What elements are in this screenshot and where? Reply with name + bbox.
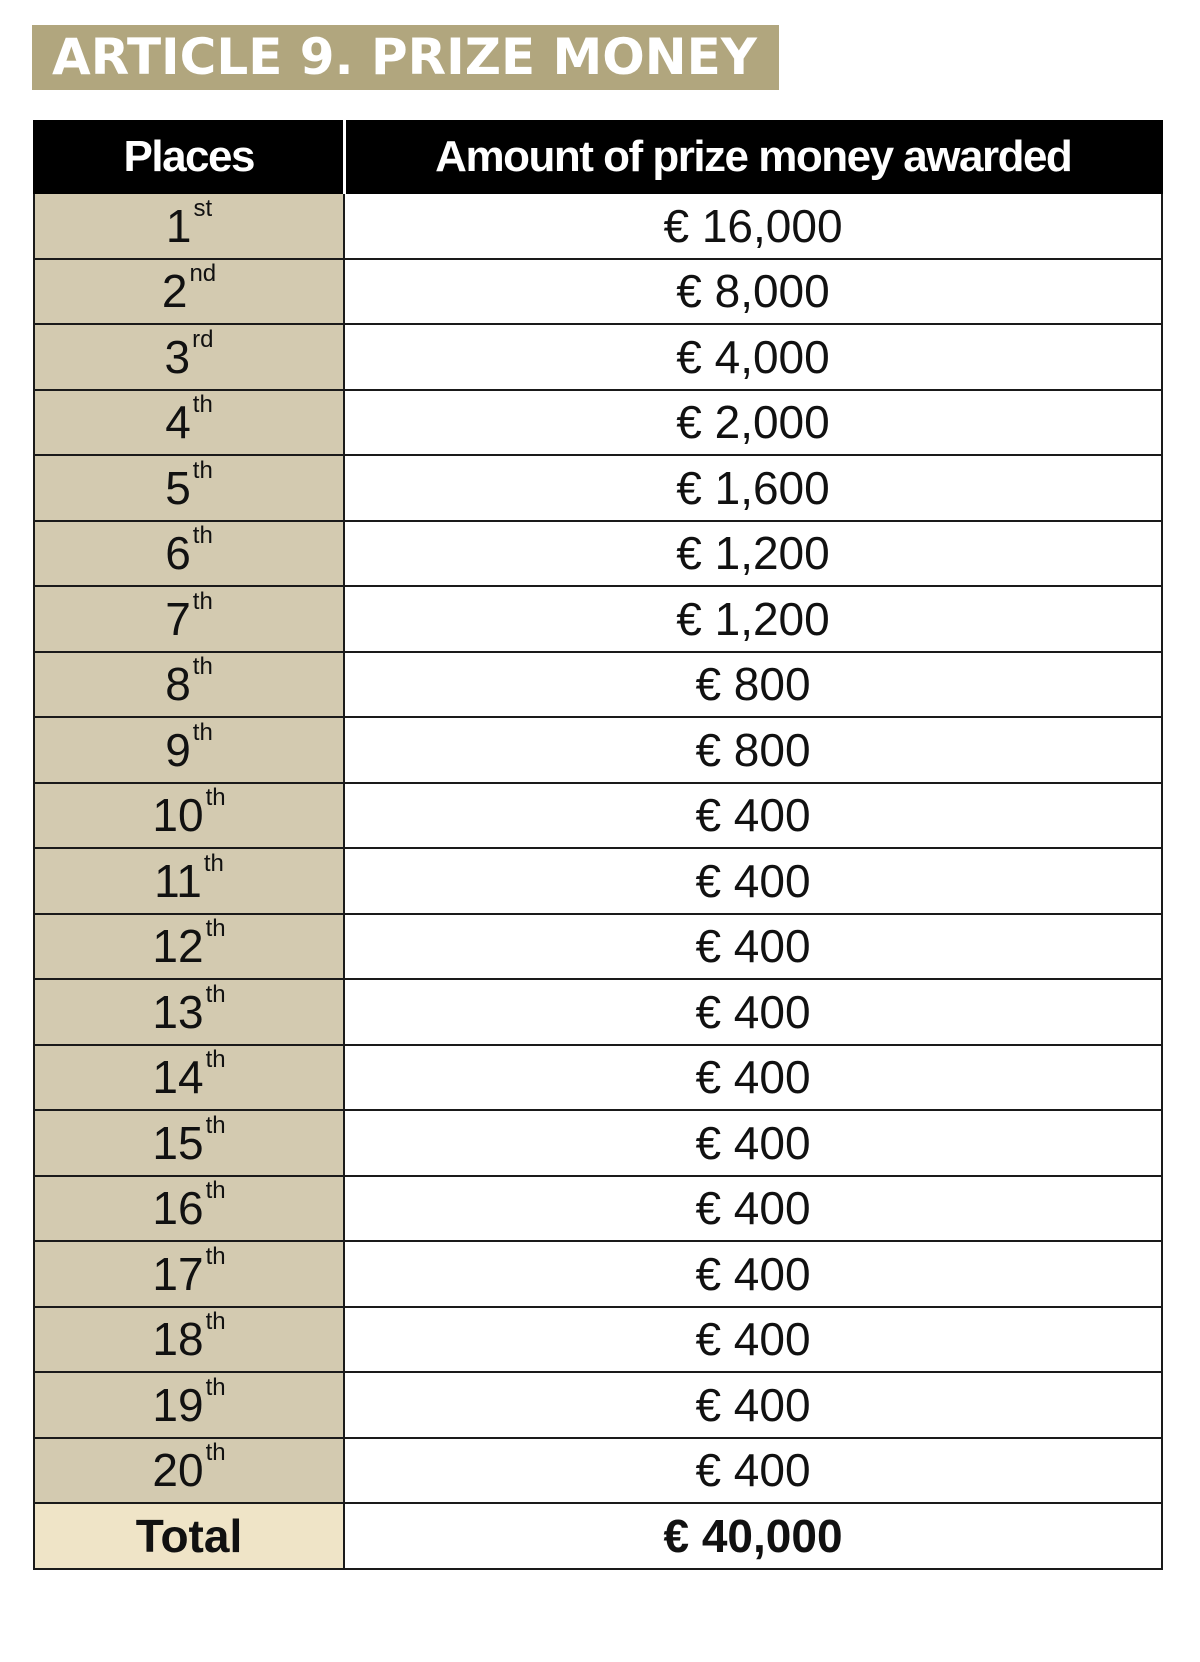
amount-cell: € 400 [344,1307,1162,1373]
place-number: 7 [165,592,191,645]
place-number: 1 [165,199,192,252]
place-cell [34,783,344,849]
place-number: 16 [152,1182,204,1235]
place-suffix: th [205,1373,226,1401]
table-row [34,1241,1162,1307]
place-number: 6 [165,527,191,580]
amount-cell: € 400 [344,1045,1162,1111]
place-suffix: th [192,718,213,746]
place-number: 15 [152,1116,204,1169]
place-suffix: th [205,1111,226,1139]
prize-money-table [33,120,1163,1570]
total-label: Total [34,1503,344,1569]
place-suffix: th [205,1439,226,1467]
table-row [34,1438,1162,1504]
amount-cell: € 2,000 [344,390,1162,456]
amount-column-header: Amount of prize money awarded [344,121,1162,193]
place-number: 4 [165,396,191,449]
table-row [34,979,1162,1045]
amount-cell: € 400 [344,1110,1162,1176]
place-cell [34,652,344,718]
place-cell [34,193,344,259]
place-number: 20 [152,1444,204,1497]
place-cell [34,324,344,390]
table-row [34,717,1162,783]
amount-cell: € 400 [344,1438,1162,1504]
amount-cell: € 400 [344,914,1162,980]
place-cell [34,1045,344,1111]
amount-cell: € 800 [344,717,1162,783]
table-row [34,193,1162,259]
amount-cell: € 400 [344,1241,1162,1307]
place-cell [34,1438,344,1504]
place-cell [34,1176,344,1242]
place-number: 5 [165,461,191,514]
place-suffix: st [193,194,213,222]
table-row [34,1307,1162,1373]
table-row [34,783,1162,849]
place-suffix: th [205,1242,226,1270]
amount-cell: € 16,000 [344,193,1162,259]
table-row [34,1372,1162,1438]
place-suffix: nd [189,260,217,288]
place-suffix: th [192,456,213,484]
place-cell [34,1241,344,1307]
table-row [34,586,1162,652]
place-number: 14 [152,1051,204,1104]
place-number: 17 [152,1247,204,1300]
place-number: 3 [164,330,191,383]
table-row [34,324,1162,390]
place-cell [34,1372,344,1438]
place-suffix: th [205,1177,226,1205]
table-row [34,259,1162,325]
place-number: 10 [152,789,204,842]
table-row [34,914,1162,980]
table-row [34,848,1162,914]
places-column-header: Places [34,121,344,193]
place-cell [34,848,344,914]
place-cell [34,455,344,521]
amount-cell: € 400 [344,848,1162,914]
place-cell [34,717,344,783]
place-suffix: th [203,849,224,877]
amount-cell: € 1,200 [344,521,1162,587]
place-cell [34,586,344,652]
place-suffix: th [205,980,226,1008]
place-suffix: th [205,784,226,812]
place-suffix: rd [192,325,214,353]
total-amount: € 40,000 [344,1503,1162,1569]
place-cell [34,390,344,456]
amount-cell: € 400 [344,979,1162,1045]
table-row [34,1110,1162,1176]
table-row [34,521,1162,587]
table-row [34,390,1162,456]
place-suffix: th [192,587,213,615]
amount-cell: € 1,600 [344,455,1162,521]
amount-cell: € 400 [344,1372,1162,1438]
place-number: 18 [152,1313,204,1366]
amount-cell: € 400 [344,1176,1162,1242]
table-row [34,455,1162,521]
table-row [34,1045,1162,1111]
place-number: 2 [161,265,188,318]
place-cell [34,979,344,1045]
place-suffix: th [192,391,213,419]
place-suffix: th [205,1308,226,1336]
total-row [34,1503,1162,1569]
place-number: 19 [152,1378,204,1431]
place-cell [34,259,344,325]
place-cell [34,914,344,980]
amount-cell: € 1,200 [344,586,1162,652]
table-row [34,1176,1162,1242]
amount-cell: € 4,000 [344,324,1162,390]
article-heading: ARTICLE 9. PRIZE MONEY [32,25,779,90]
amount-cell: € 800 [344,652,1162,718]
place-suffix: th [205,1046,226,1074]
place-number: 9 [165,723,191,776]
place-number: 13 [152,985,204,1038]
place-cell [34,1110,344,1176]
place-cell [34,1307,344,1373]
table-header-row [34,121,1162,193]
place-number: 11 [154,854,202,907]
place-suffix: th [192,522,213,550]
amount-cell: € 8,000 [344,259,1162,325]
table-row [34,652,1162,718]
amount-cell: € 400 [344,783,1162,849]
place-cell [34,521,344,587]
place-number: 8 [165,658,191,711]
place-suffix: th [205,915,226,943]
place-number: 12 [152,920,204,973]
place-suffix: th [192,653,213,681]
